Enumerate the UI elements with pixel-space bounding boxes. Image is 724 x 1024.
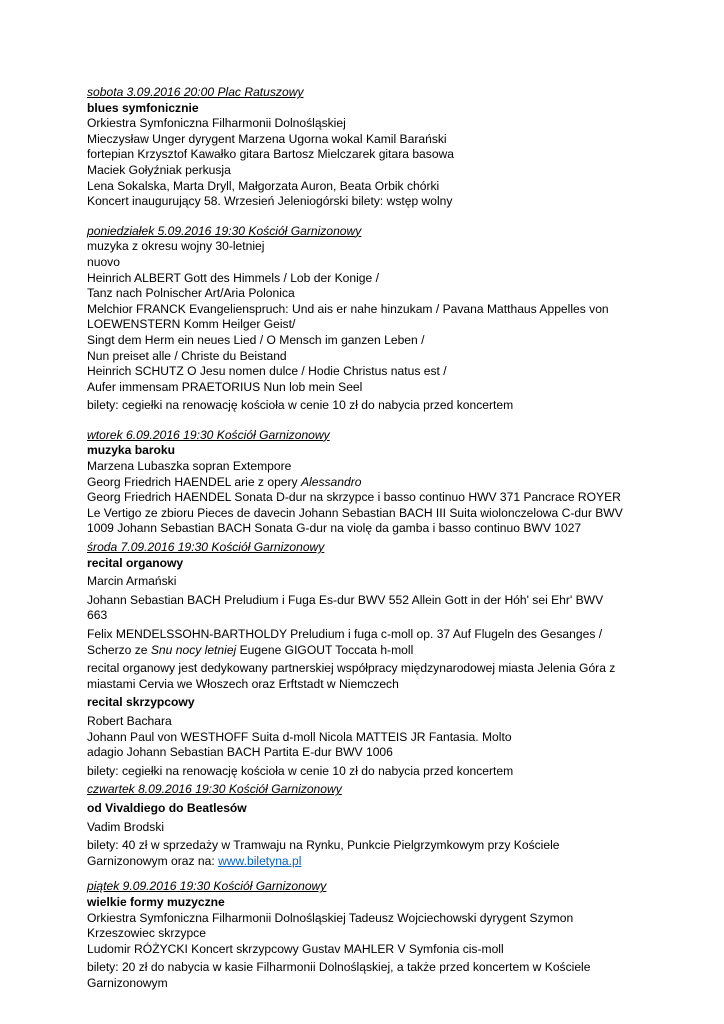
event-line: [87, 475, 687, 491]
event-line: Koncert inaugurujący 58. Wrzesień Jeleniogórski bilety: wstęp wolny: [87, 194, 453, 209]
event-line: Lena Sokalska, Marta Dryll, Małgorzata Auron, Beata Orbik chórki: [87, 178, 440, 193]
event-line: LOEWENSTERN Komm Heilger Geist/: [87, 317, 296, 332]
opera-title: Alessandro: [300, 474, 362, 489]
work-title: Snu nocy letniej: [150, 642, 237, 657]
event-line-text: Scherzo ze: [87, 642, 151, 657]
event-line: Heinrich ALBERT Gott des Himmels / Lob der Konige /: [87, 270, 379, 285]
event-date: środa 7.09.2016 19:30 Kościół Garnizonowy: [87, 540, 325, 555]
event-line-text: Georg Friedrich HAENDEL arie z opery: [87, 474, 301, 489]
event-line: Heinrich SCHUTZ O Jesu nomen dulce / Hodie Christus natus est /: [87, 364, 447, 379]
event-line: adagio Johann Sebastian BACH Partita E-dur BWV 1006: [87, 745, 393, 760]
event-line: Johann Paul von WESTHOFF Suita d-moll Nicola MATTEIS JR Fantasia. Molto: [87, 729, 512, 744]
event-title: recital organowy: [87, 555, 184, 570]
event-line: Nun preiset alle / Christe du Beistand: [87, 348, 287, 363]
event-title: od Vivaldiego do Beatlesów: [87, 800, 247, 815]
event-line: Orkiestra Symfoniczna Filharmonii Dolnośląskiej: [87, 116, 346, 131]
event-czwartek: [87, 782, 687, 869]
event-date: piątek 9.09.2016 19:30 Kościół Garnizonowy: [87, 879, 327, 894]
event-line: Aufer immensam PRAETORIUS Nun lob mein Seel: [87, 379, 363, 394]
event-performer: Robert Bachara: [87, 713, 172, 728]
event-tickets: bilety: cegiełki na renowację kościoła w cenie 10 zł do nabycia przed koncertem: [87, 398, 514, 413]
event-line: 1009 Johann Sebastian BACH Sonata G-dur na violę da gamba i basso continuo BWV 1027: [87, 521, 582, 536]
event-piatek: [87, 879, 687, 991]
event-tickets: bilety: 20 zł do nabycia w kasie Filharmonii Dolnośląskiej, a także przed koncertem w Kościele: [87, 960, 591, 975]
event-line: nuovo: [87, 254, 120, 269]
event-line: [87, 643, 687, 659]
event-title: recital skrzypcowy: [87, 695, 195, 710]
event-line: Tanz nach Polnischer Art/Aria Polonica: [87, 286, 295, 301]
event-line: Orkiestra Symfoniczna Filharmonii Dolnośląskiej Tadeusz Wojciechowski dyrygent Szymon: [87, 910, 574, 925]
event-line: 663: [87, 608, 108, 623]
event-sroda: [87, 540, 687, 779]
event-sobota: [87, 85, 687, 210]
event-tickets: [87, 854, 687, 870]
event-line-text: Eugene GIGOUT Toccata h-moll: [236, 642, 414, 657]
event-line: Marzena Lubaszka sopran Extempore: [87, 459, 292, 474]
event-line: muzyka z okresu wojny 30-letniej: [87, 239, 265, 254]
event-line: Maciek Gołyźniak perkusja: [87, 162, 231, 177]
event-note: miastami Cervia we Włoszech oraz Erftstadt w Niemczech: [87, 676, 399, 691]
event-tickets: Garnizonowym: [87, 975, 168, 990]
event-tickets: bilety: cegiełki na renowację kościoła w cenie 10 zł do nabycia przed koncertem: [87, 763, 514, 778]
event-line: Krzeszowiec skrzypce: [87, 926, 206, 941]
event-wtorek: [87, 428, 687, 537]
event-line: fortepian Krzysztof Kawałko gitara Bartosz Mielczarek gitara basowa: [87, 147, 455, 162]
biletyna-link[interactable]: www.biletyna.pl: [218, 853, 302, 868]
event-performer: Marcin Armański: [87, 574, 177, 589]
event-line: Georg Friedrich HAENDEL Sonata D-dur na skrzypce i basso continuo HWV 371 Pancrace ROYER: [87, 490, 621, 505]
event-line: Melchior FRANCK Evangelienspruch: Und ais er nahe hinzukam / Pavana Matthaus Appelles von: [87, 301, 609, 316]
event-date: poniedziałek 5.09.2016 19:30 Kościół Garnizonowy: [87, 223, 362, 238]
event-line: Felix MENDELSSOHN-BARTHOLDY Preludium i fuga c-moll op. 37 Auf Flugeln des Gesanges /: [87, 627, 603, 641]
event-line: Le Vertigo ze zbioru Pieces de davecin Johann Sebastian BACH III Suita wiolonczelowa C-dur BWV: [87, 505, 623, 520]
event-title: blues symfonicznie: [87, 100, 199, 115]
event-line: Ludomir RÓŻYCKI Koncert skrzypcowy Gustav MAHLER V Symfonia cis-moll: [87, 941, 504, 956]
program-document: [87, 85, 687, 991]
event-performer: Vadim Brodski: [87, 819, 165, 834]
event-title: wielkie formy muzyczne: [87, 894, 225, 909]
event-line: Singt dem Herm ein neues Lied / O Mensch im ganzen Leben /: [87, 332, 425, 347]
event-note: recital organowy jest dedykowany partnerskiej współpracy międzynarodowej miasta Jelenia Góra z: [87, 661, 616, 676]
event-poniedzialek: [87, 224, 687, 414]
event-tickets: bilety: 40 zł w sprzedaży w Tramwaju na Rynku, Punkcie Pielgrzymkowym przy Kościele: [87, 838, 560, 853]
event-title: muzyka baroku: [87, 443, 176, 458]
event-date: wtorek 6.09.2016 19:30 Kościół Garnizonowy: [87, 427, 330, 442]
event-line-text: Garnizonowym oraz na:: [87, 853, 219, 868]
event-date: czwartek 8.09.2016 19:30 Kościół Garnizonowy: [87, 782, 342, 797]
event-line: Mieczysław Unger dyrygent Marzena Ugorna wokal Kamil Barański: [87, 131, 447, 146]
event-line: Johann Sebastian BACH Preludium i Fuga Es-dur BWV 552 Allein Gott in der Hóh' sei Ehr' BWV: [87, 592, 604, 607]
event-date: sobota 3.09.2016 20:00 Plac Ratuszowy: [87, 85, 304, 99]
